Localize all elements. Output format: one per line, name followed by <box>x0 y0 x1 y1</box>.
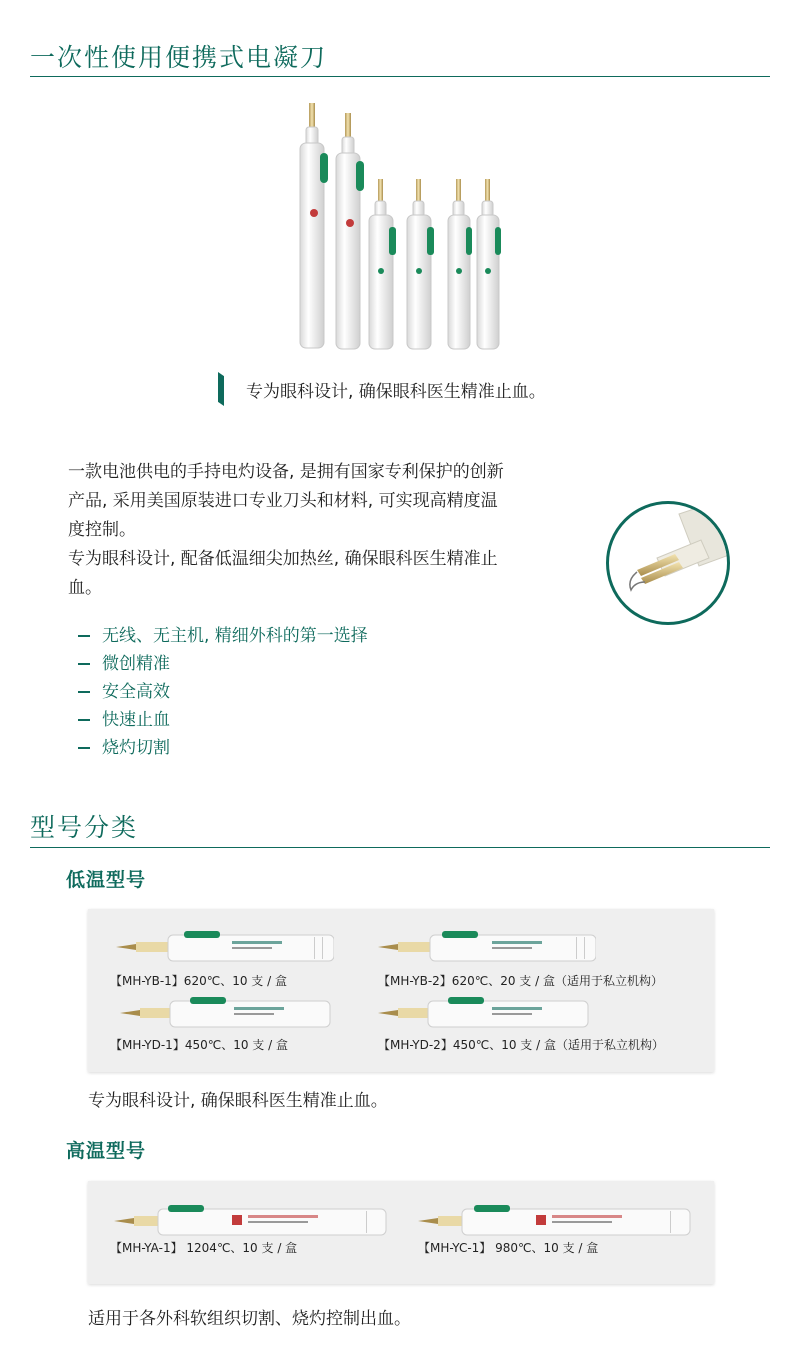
dash-icon <box>78 635 90 637</box>
dash-icon <box>78 663 90 665</box>
high-temp-title: 高温型号 <box>66 1140 147 1162</box>
feature-item <box>78 650 368 678</box>
description-line: 度控制。 <box>68 520 136 540</box>
product-image-mh-yd-2 <box>376 997 592 1033</box>
product-caption: 【MH-YD-1】450℃、10 支 / 盒 <box>110 1038 288 1052</box>
tagline-accent-bar <box>218 372 224 406</box>
feature-label: 微创精准 <box>102 654 170 674</box>
low-temp-note: 专为眼科设计, 确保眼科医生精准止血。 <box>88 1091 388 1111</box>
models-section-title: 型号分类 <box>30 813 139 842</box>
dash-icon <box>78 691 90 693</box>
product-image-mh-yc-1 <box>416 1201 692 1241</box>
tip-closeup-image <box>606 501 730 625</box>
models-divider <box>30 847 770 848</box>
feature-label: 无线、无主机, 精细外科的第一选择 <box>102 626 368 646</box>
feature-item <box>78 734 368 762</box>
feature-list <box>78 622 368 762</box>
product-image-mh-yd-1 <box>118 997 334 1033</box>
description-line: 产品, 采用美国原装进口专业刀头和材料, 可实现高精度温 <box>68 491 498 511</box>
feature-label: 安全高效 <box>102 682 170 702</box>
product-caption: 【MH-YA-1】 1204℃、10 支 / 盒 <box>110 1241 298 1255</box>
description-line: 血。 <box>68 578 102 598</box>
feature-item <box>78 706 368 734</box>
high-temp-panel <box>88 1181 714 1284</box>
high-temp-note: 适用于各外科软组织切割、烧灼控制出血。 <box>88 1309 411 1329</box>
product-image-mh-yb-1 <box>114 929 334 969</box>
description-line: 一款电池供电的手持电灼设备, 是拥有国家专利保护的创新 <box>68 462 504 482</box>
dash-icon <box>78 719 90 721</box>
hero-product-image <box>288 95 508 355</box>
tagline <box>218 372 546 406</box>
description-line: 专为眼科设计, 配备低温细尖加热丝, 确保眼科医生精准止 <box>68 549 498 569</box>
product-description <box>68 458 568 603</box>
feature-item <box>78 622 368 650</box>
product-caption: 【MH-YB-2】620℃、20 支 / 盒（适用于私立机构） <box>378 974 663 988</box>
product-caption: 【MH-YC-1】 980℃、10 支 / 盒 <box>418 1241 599 1255</box>
product-image-mh-yb-2 <box>376 929 596 969</box>
product-image-mh-ya-1 <box>112 1201 388 1241</box>
low-temp-panel <box>88 909 714 1072</box>
feature-item <box>78 678 368 706</box>
tagline-text: 专为眼科设计, 确保眼科医生精准止血。 <box>246 381 546 402</box>
title-divider <box>30 76 770 77</box>
product-caption: 【MH-YB-1】620℃、10 支 / 盒 <box>110 974 287 988</box>
feature-label: 快速止血 <box>102 710 170 730</box>
feature-label: 烧灼切割 <box>102 738 170 758</box>
dash-icon <box>78 747 90 749</box>
low-temp-title: 低温型号 <box>66 869 147 891</box>
product-caption: 【MH-YD-2】450℃、10 支 / 盒（适用于私立机构） <box>378 1038 664 1052</box>
page-title: 一次性使用便携式电凝刀 <box>30 43 328 72</box>
